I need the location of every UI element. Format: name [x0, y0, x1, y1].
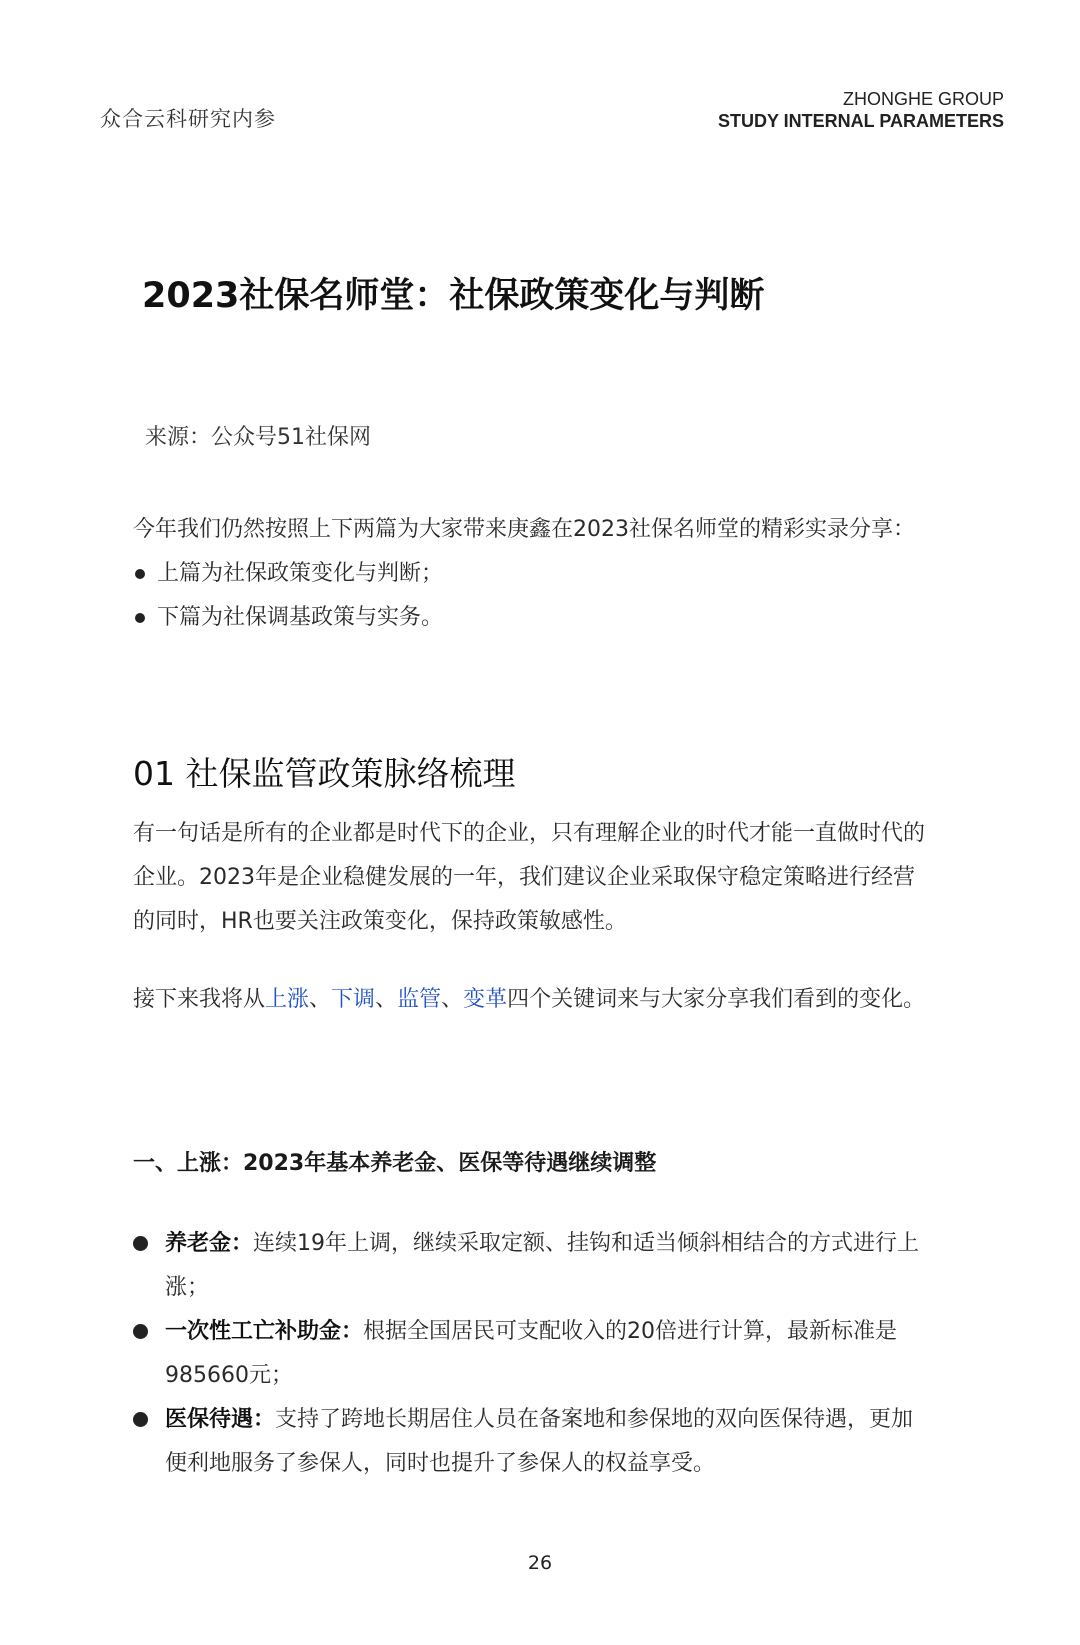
item-label: 一次性工亡补助金： — [165, 1319, 364, 1344]
intro-bullet-text: 上篇为社保政策变化与判断； — [157, 561, 444, 586]
para2-lead: 接下来我将从 — [133, 987, 266, 1012]
paragraph-text — [133, 978, 933, 1022]
keyword-link[interactable]: 下调 — [331, 987, 376, 1012]
section-heading: 01 社保监管政策脉络梳理 — [133, 754, 516, 793]
bullet-dot-icon — [133, 1236, 148, 1251]
paragraph-text: 有一句话是所有的企业都是时代下的企业，只有理解企业的时代才能一直做时代的企业。2023年是企业稳健发展的一年，我们建议企业采取保守稳定策略进行经营的同时，HR也要关注政策变化，保持政策敏感性。 — [133, 821, 926, 934]
item-text: 支持了跨地长期居住人员在备案地和参保地的双向医保待遇，更加便利地服务了参保人，同时也提升了参保人的权益享受。 — [165, 1407, 914, 1476]
intro-block — [133, 508, 933, 640]
keyword-separator: 、 — [375, 987, 398, 1012]
subsection-heading: 一、上涨：2023年基本养老金、医保等待遇继续调整 — [133, 1151, 657, 1176]
bullet-dot-icon — [135, 569, 145, 579]
item-label: 医保待遇： — [165, 1407, 276, 1432]
list-item — [133, 1398, 933, 1486]
keyword-link[interactable]: 上涨 — [265, 987, 310, 1012]
keyword-link[interactable]: 变革 — [463, 987, 508, 1012]
article-title: 2023社保名师堂：社保政策变化与判断 — [142, 276, 765, 316]
intro-paragraph: 今年我们仍然按照上下两篇为大家带来庚鑫在2023社保名师堂的精彩实录分享： — [133, 517, 915, 542]
keyword-separator: 、 — [441, 987, 464, 1012]
benefit-list — [133, 1222, 933, 1486]
article-source: 来源：公众号51社保网 — [145, 425, 371, 450]
page-number: 26 — [527, 1552, 553, 1574]
header-right-brand — [718, 88, 1004, 132]
item-text: 连续19年上调，继续采取定额、挂钩和适当倾斜相结合的方式进行上涨； — [165, 1231, 920, 1300]
header-left-title: 众合云科研究内参 — [100, 107, 276, 131]
bullet-dot-icon — [135, 613, 145, 623]
keyword-link[interactable]: 监管 — [397, 987, 442, 1012]
bullet-dot-icon — [133, 1412, 148, 1427]
list-item — [133, 1310, 933, 1398]
bullet-dot-icon — [133, 1324, 148, 1339]
intro-bullet-text: 下篇为社保调基政策与实务。 — [157, 605, 444, 630]
item-text: 根据全国居民可支配收入的20倍进行计算，最新标准是985660元； — [165, 1319, 898, 1388]
item-label: 养老金： — [165, 1231, 254, 1256]
para2-tail: 四个关键词来与大家分享我们看到的变化。 — [507, 987, 926, 1012]
intro-bullet — [133, 596, 933, 640]
section-paragraph-2 — [133, 978, 933, 1022]
keyword-separator: 、 — [309, 987, 332, 1012]
header-brand-line1: ZHONGHE GROUP — [842, 89, 1004, 109]
list-item — [133, 1222, 933, 1310]
intro-bullet — [133, 552, 933, 596]
section-paragraph-1 — [133, 812, 933, 944]
header-brand-line2: STUDY INTERNAL PARAMETERS — [717, 111, 1004, 131]
